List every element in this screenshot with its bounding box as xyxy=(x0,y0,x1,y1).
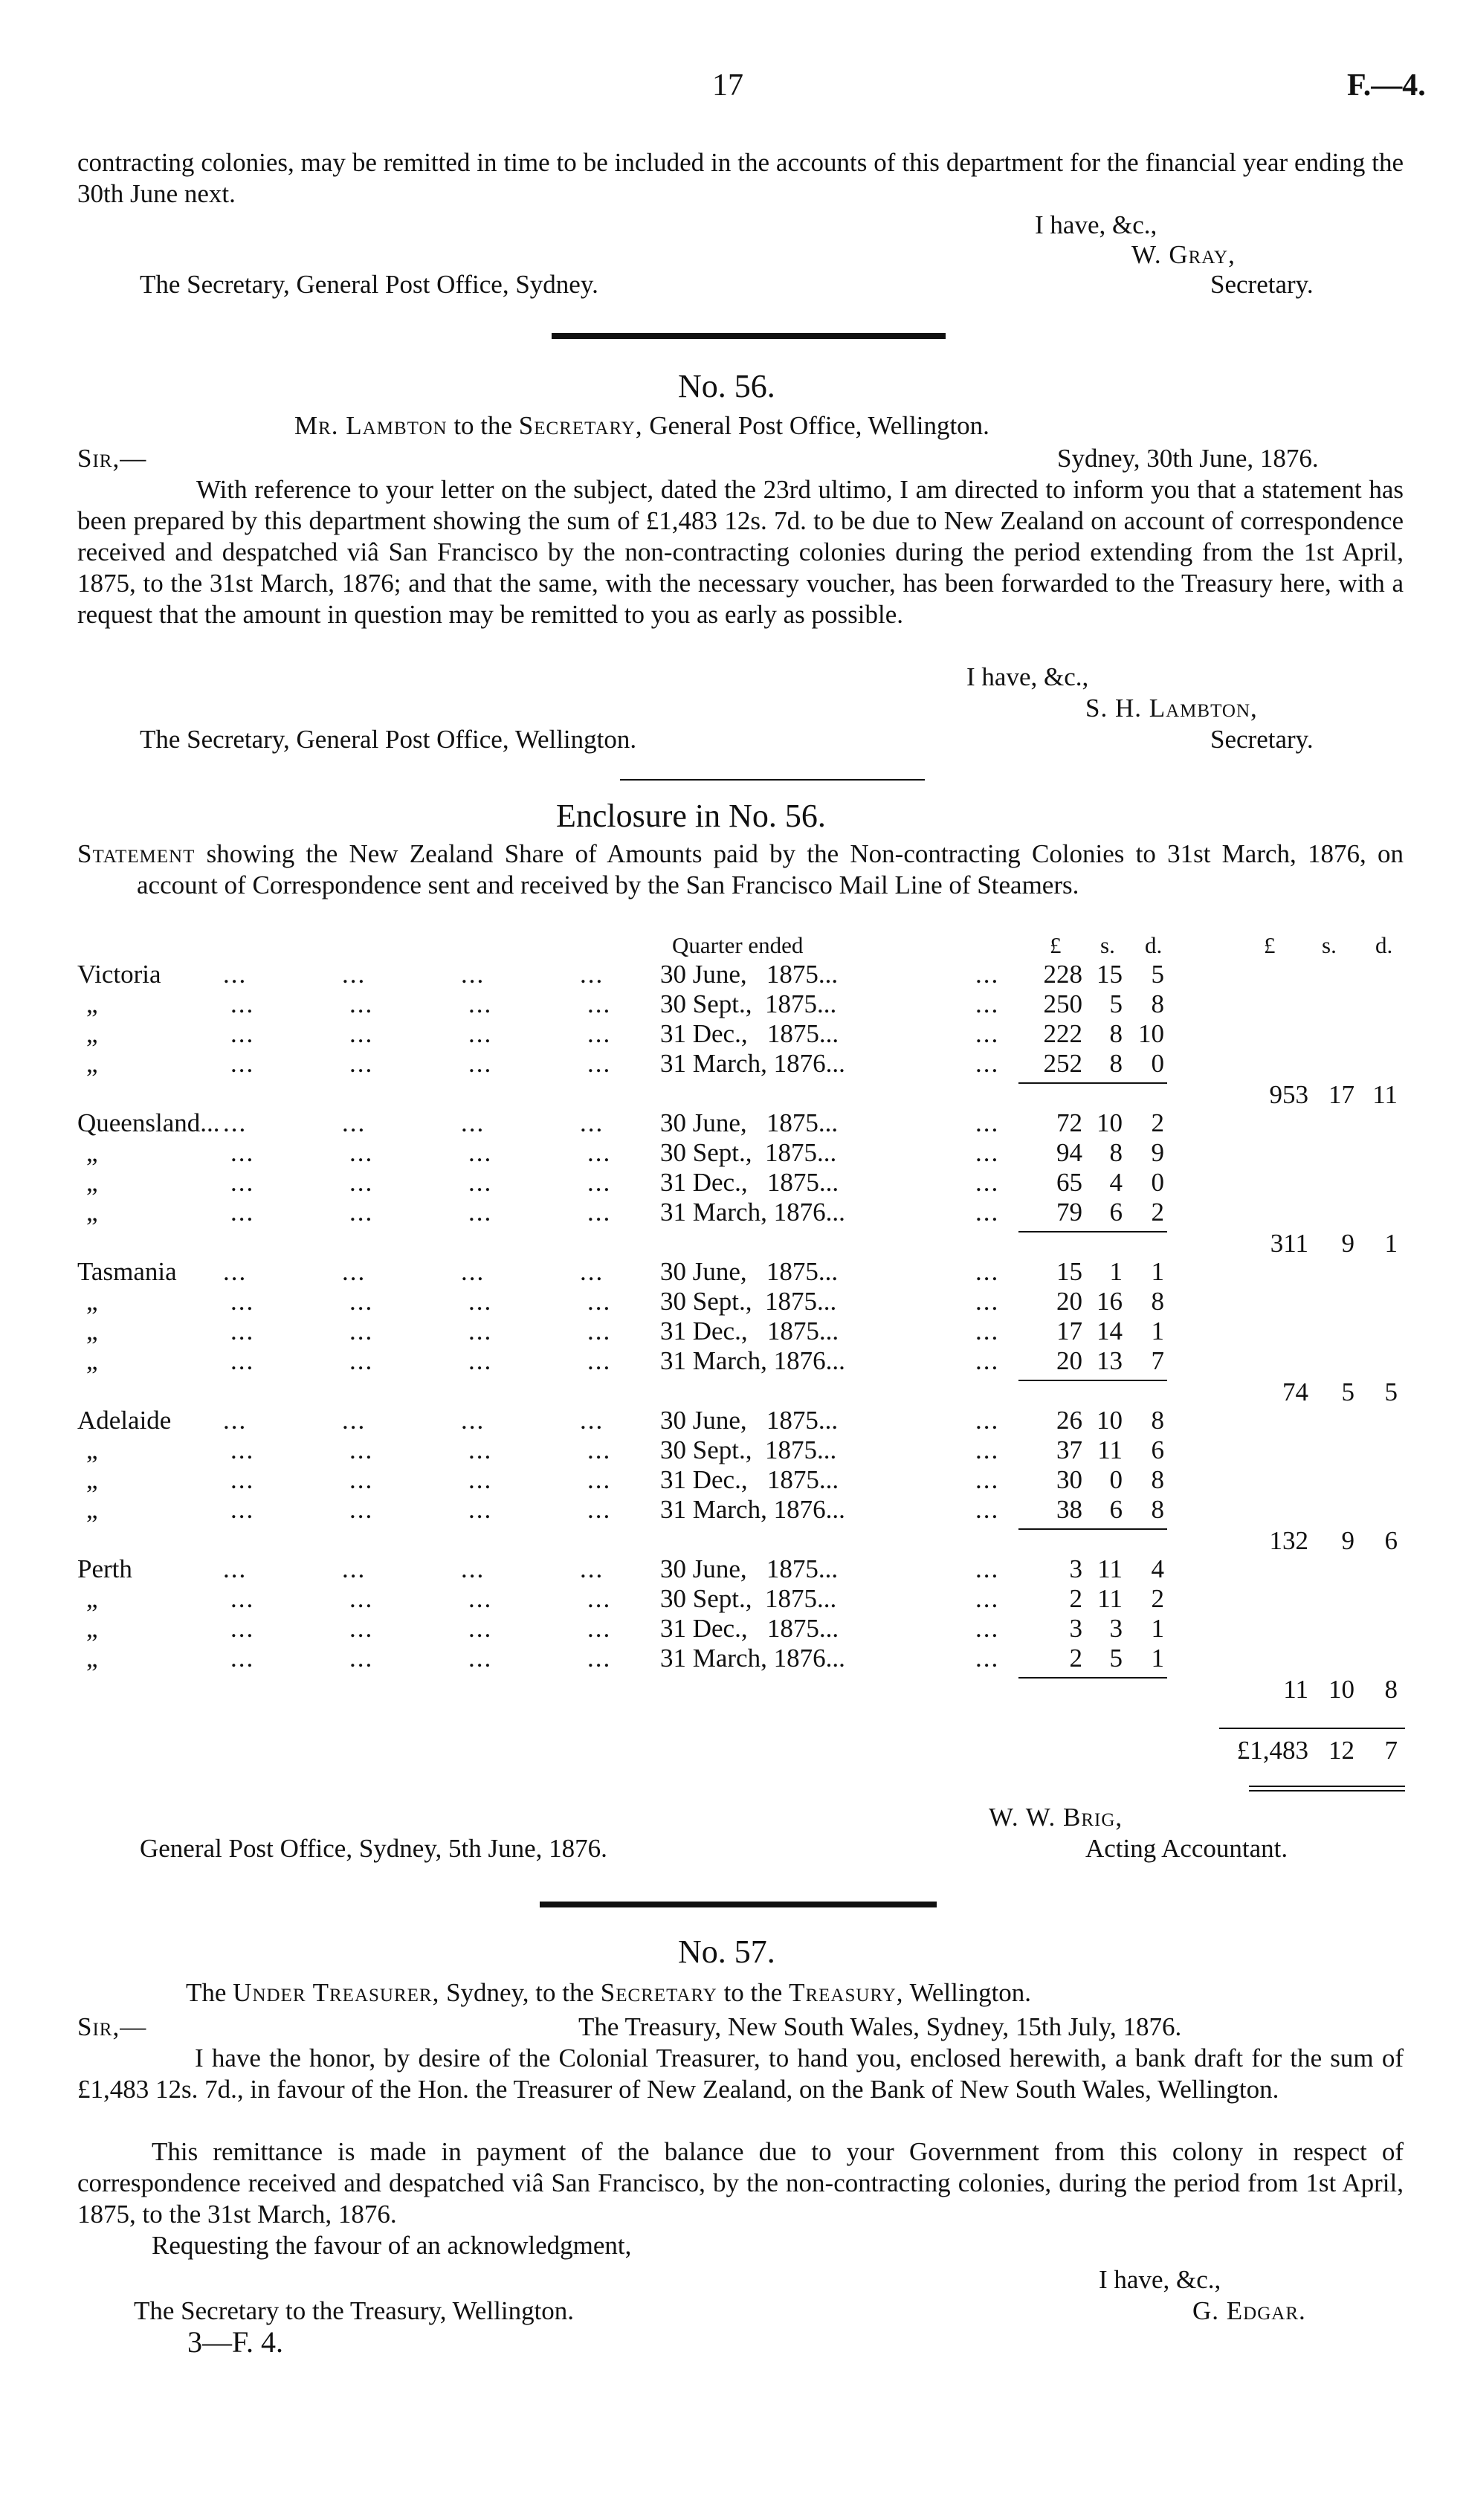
amount-pounds: 252 xyxy=(1043,1049,1082,1078)
amount-shillings: 8 xyxy=(1109,1049,1123,1078)
grand-total-pence: 7 xyxy=(1384,1736,1398,1765)
amount-pence: 8 xyxy=(1151,1465,1164,1494)
subtotal-shillings: 9 xyxy=(1341,1526,1354,1555)
amount-pounds: 2 xyxy=(1069,1644,1082,1673)
col-total-pence-heading: d. xyxy=(1375,932,1393,958)
grand-total-pounds: £1,483 xyxy=(1236,1736,1308,1765)
amount-shillings: 11 xyxy=(1097,1584,1123,1613)
enclosure-signer: W. W. Brig, xyxy=(989,1803,1123,1832)
quarter-label: 31 March, 1876... xyxy=(660,1495,845,1524)
subtotal-rule xyxy=(1018,1231,1167,1232)
dot-leader: ... xyxy=(230,1168,255,1197)
enclosure-signer-title: Acting Accountant. xyxy=(1085,1834,1288,1863)
dot-leader: ... xyxy=(975,1644,1000,1673)
amount-shillings: 13 xyxy=(1097,1346,1123,1375)
letter-56-signer-title: Secretary. xyxy=(1210,725,1314,754)
dot-leader: ... xyxy=(223,1406,248,1435)
amount-shillings: 4 xyxy=(1109,1168,1123,1197)
subtotal-pence: 1 xyxy=(1384,1229,1398,1258)
opening-signer: W. Gray, xyxy=(1131,240,1236,269)
colony-label: „ xyxy=(86,1644,98,1673)
amount-pence: 7 xyxy=(1151,1346,1164,1375)
amount-pounds: 30 xyxy=(1056,1465,1082,1494)
grand-total-rule-bottom xyxy=(1249,1786,1405,1787)
amount-shillings: 14 xyxy=(1097,1316,1123,1345)
dot-leader: ... xyxy=(468,1465,493,1494)
letter-57-subtitle xyxy=(186,1977,1031,2009)
dot-leader: ... xyxy=(975,1495,1000,1524)
page-number: 17 xyxy=(712,68,743,103)
amount-pounds: 38 xyxy=(1056,1495,1082,1524)
dot-leader: ... xyxy=(580,1257,604,1286)
dot-leader: ... xyxy=(975,1584,1000,1613)
amount-pounds: 79 xyxy=(1056,1198,1082,1227)
dot-leader: ... xyxy=(461,1108,485,1137)
dot-leader: ... xyxy=(587,1316,612,1345)
amount-shillings: 11 xyxy=(1097,1554,1123,1583)
dot-leader: ... xyxy=(461,1554,485,1583)
amount-pounds: 222 xyxy=(1043,1019,1082,1048)
dot-leader: ... xyxy=(230,989,255,1018)
dot-leader: ... xyxy=(587,1198,612,1227)
letter-56-dateline: Sydney, 30th June, 1876. xyxy=(1057,444,1319,473)
amount-shillings: 16 xyxy=(1097,1287,1123,1316)
amount-pence: 2 xyxy=(1151,1584,1164,1613)
letter-56-to: Secretary, xyxy=(518,411,643,440)
quarter-label: 31 March, 1876... xyxy=(660,1644,845,1673)
dot-leader: ... xyxy=(587,1019,612,1048)
amount-shillings: 11 xyxy=(1097,1435,1123,1464)
amount-pence: 0 xyxy=(1151,1168,1164,1197)
dot-leader: ... xyxy=(975,1614,1000,1643)
amount-pounds: 3 xyxy=(1069,1614,1082,1643)
colony-label: „ xyxy=(86,1198,98,1227)
colony-label: Victoria xyxy=(77,960,161,989)
subtotal-pence: 11 xyxy=(1372,1080,1398,1109)
letter-56-signer: S. H. Lambton, xyxy=(1085,694,1258,723)
dot-leader: ... xyxy=(580,960,604,989)
section-divider xyxy=(552,333,946,339)
dot-leader: ... xyxy=(975,1346,1000,1375)
dot-leader: ... xyxy=(468,1138,493,1167)
dot-leader: ... xyxy=(468,1049,493,1078)
dot-leader: ... xyxy=(975,1465,1000,1494)
dot-leader: ... xyxy=(975,1406,1000,1435)
dot-leader: ... xyxy=(230,1316,255,1345)
amount-pence: 8 xyxy=(1151,989,1164,1018)
col-pound-heading: £ xyxy=(1050,932,1062,958)
opening-addressee: The Secretary, General Post Office, Sydney. xyxy=(140,270,598,299)
dot-leader: ... xyxy=(223,960,248,989)
col-shilling-heading: s. xyxy=(1100,932,1115,958)
dot-leader: ... xyxy=(468,1168,493,1197)
amount-pence: 8 xyxy=(1151,1406,1164,1435)
colony-label: Adelaide xyxy=(77,1406,172,1435)
letter-57-paragraph-3 xyxy=(77,2230,1404,2261)
dot-leader: ... xyxy=(349,1316,374,1345)
colony-label: Queensland... xyxy=(77,1108,220,1137)
amount-pounds: 2 xyxy=(1069,1584,1082,1613)
dot-leader: ... xyxy=(587,1465,612,1494)
letter-57-paragraph-2 xyxy=(77,2136,1404,2230)
dot-leader: ... xyxy=(349,1287,374,1316)
section-divider-thin xyxy=(620,779,925,781)
quarter-label: 30 Sept., 1875... xyxy=(660,1138,837,1167)
subtotal-shillings: 17 xyxy=(1328,1080,1354,1109)
dot-leader: ... xyxy=(349,1435,374,1464)
dot-leader: ... xyxy=(349,1644,374,1673)
subtotal-rule xyxy=(1018,1380,1167,1381)
letter-56-subtitle xyxy=(294,410,989,442)
dot-leader: ... xyxy=(468,1019,493,1048)
amount-shillings: 6 xyxy=(1109,1198,1123,1227)
dot-leader: ... xyxy=(587,1346,612,1375)
amount-pounds: 17 xyxy=(1056,1316,1082,1345)
amount-shillings: 10 xyxy=(1097,1406,1123,1435)
subtotal-pounds: 132 xyxy=(1269,1526,1308,1555)
letter-57-closing: I have, &c., xyxy=(1099,2265,1221,2294)
subtotal-shillings: 5 xyxy=(1341,1377,1354,1406)
dot-leader: ... xyxy=(587,1168,612,1197)
letter-56-from: Mr. Lambton xyxy=(294,411,448,440)
dot-leader: ... xyxy=(349,989,374,1018)
subtotal-pence: 8 xyxy=(1384,1675,1398,1704)
amount-shillings: 3 xyxy=(1109,1614,1123,1643)
dot-leader: ... xyxy=(230,1198,255,1227)
amount-pounds: 228 xyxy=(1043,960,1082,989)
dot-leader: ... xyxy=(468,1584,493,1613)
colony-label: „ xyxy=(86,1287,98,1316)
dot-leader: ... xyxy=(230,1614,255,1643)
dot-leader: ... xyxy=(461,960,485,989)
dot-leader: ... xyxy=(975,960,1000,989)
enclosure-title: Enclosure in No. 56. xyxy=(556,798,826,834)
dot-leader: ... xyxy=(468,1287,493,1316)
colony-label: Tasmania xyxy=(77,1257,177,1286)
amount-pounds: 3 xyxy=(1069,1554,1082,1583)
dot-leader: ... xyxy=(468,1644,493,1673)
amount-shillings: 1 xyxy=(1109,1257,1123,1286)
dot-leader: ... xyxy=(349,1198,374,1227)
colony-label: „ xyxy=(86,1465,98,1494)
quarter-label: 30 June, 1875... xyxy=(660,1554,839,1583)
amount-pence: 9 xyxy=(1151,1138,1164,1167)
grand-total-rule-top xyxy=(1219,1728,1405,1729)
dot-leader: ... xyxy=(230,1644,255,1673)
footer-reference: 3—F. 4. xyxy=(187,2325,284,2359)
dot-leader: ... xyxy=(975,1198,1000,1227)
dot-leader: ... xyxy=(975,1435,1000,1464)
amount-pence: 1 xyxy=(1151,1614,1164,1643)
dot-leader: ... xyxy=(975,1049,1000,1078)
sheet-reference: F.—4. xyxy=(1347,68,1426,103)
amount-pounds: 65 xyxy=(1056,1168,1082,1197)
letter-57-paragraph-1 xyxy=(77,2043,1404,2105)
dot-leader: ... xyxy=(230,1346,255,1375)
grand-total-shillings: 12 xyxy=(1328,1736,1354,1765)
dot-leader: ... xyxy=(349,1019,374,1048)
quarter-label: 30 Sept., 1875... xyxy=(660,989,837,1018)
quarter-label: 31 Dec., 1875... xyxy=(660,1465,839,1494)
quarter-label: 31 March, 1876... xyxy=(660,1198,845,1227)
dot-leader: ... xyxy=(580,1554,604,1583)
dot-leader: ... xyxy=(223,1554,248,1583)
subtotal-shillings: 9 xyxy=(1341,1229,1354,1258)
quarter-label: 30 June, 1875... xyxy=(660,1257,839,1286)
colony-label: Perth xyxy=(77,1554,132,1583)
dot-leader: ... xyxy=(975,1287,1000,1316)
dot-leader: ... xyxy=(468,1614,493,1643)
dot-leader: ... xyxy=(587,989,612,1018)
amount-pence: 1 xyxy=(1151,1257,1164,1286)
dot-leader: ... xyxy=(587,1644,612,1673)
amount-shillings: 8 xyxy=(1109,1138,1123,1167)
subtotal-shillings: 10 xyxy=(1328,1675,1354,1704)
col-quarter-heading: Quarter ended xyxy=(672,932,804,958)
dot-leader: ... xyxy=(587,1495,612,1524)
amount-shillings: 10 xyxy=(1097,1108,1123,1137)
amount-shillings: 5 xyxy=(1109,989,1123,1018)
dot-leader: ... xyxy=(587,1138,612,1167)
quarter-label: 30 June, 1875... xyxy=(660,1406,839,1435)
colony-label: „ xyxy=(86,1495,98,1524)
letter-57-treasury: Treasury, xyxy=(789,1978,904,2007)
subtotal-pounds: 311 xyxy=(1270,1229,1308,1258)
col-total-pound-heading: £ xyxy=(1264,932,1276,958)
dot-leader: ... xyxy=(342,1108,366,1137)
dot-leader: ... xyxy=(349,1495,374,1524)
letter-56-addressee: The Secretary, General Post Office, Wellington. xyxy=(140,725,637,754)
dot-leader: ... xyxy=(223,1257,248,1286)
amount-pence: 2 xyxy=(1151,1108,1164,1137)
letter-57-addressee: The Secretary to the Treasury, Wellington. xyxy=(134,2296,575,2325)
letter-56-mid: to the xyxy=(453,411,513,440)
colony-label: „ xyxy=(86,1019,98,1048)
dot-leader: ... xyxy=(230,1019,255,1048)
dot-leader: ... xyxy=(349,1168,374,1197)
letter-57-sub-d: Wellington. xyxy=(909,1978,1032,2007)
subtotal-rule xyxy=(1018,1528,1167,1530)
dot-leader: ... xyxy=(587,1287,612,1316)
amount-pounds: 26 xyxy=(1056,1406,1082,1435)
dot-leader: ... xyxy=(975,1257,1000,1286)
dot-leader: ... xyxy=(975,1316,1000,1345)
dot-leader: ... xyxy=(975,1168,1000,1197)
amount-pence: 1 xyxy=(1151,1316,1164,1345)
colony-label: „ xyxy=(86,1614,98,1643)
enclosure-caption-lead: Statement xyxy=(77,839,196,868)
dot-leader: ... xyxy=(587,1049,612,1078)
amount-pounds: 20 xyxy=(1056,1346,1082,1375)
quarter-label: 30 Sept., 1875... xyxy=(660,1287,837,1316)
colony-label: „ xyxy=(86,1049,98,1078)
amount-shillings: 6 xyxy=(1109,1495,1123,1524)
dot-leader: ... xyxy=(342,1406,366,1435)
dot-leader: ... xyxy=(468,1435,493,1464)
dot-leader: ... xyxy=(223,1108,248,1137)
quarter-label: 31 March, 1876... xyxy=(660,1049,845,1078)
dot-leader: ... xyxy=(461,1257,485,1286)
amount-shillings: 0 xyxy=(1109,1465,1123,1494)
letter-57-signer: G. Edgar. xyxy=(1192,2296,1306,2325)
subtotal-pounds: 74 xyxy=(1282,1377,1308,1406)
dot-leader: ... xyxy=(349,1465,374,1494)
section-divider-2 xyxy=(540,1902,937,1907)
amount-pence: 8 xyxy=(1151,1495,1164,1524)
dot-leader: ... xyxy=(468,1316,493,1345)
dot-leader: ... xyxy=(587,1614,612,1643)
letter-57-sub-a: The xyxy=(186,1978,227,2007)
dot-leader: ... xyxy=(587,1435,612,1464)
dot-leader: ... xyxy=(230,1495,255,1524)
letter-57-sub-b: Sydney, to the xyxy=(446,1978,595,2007)
letter-57-para-1-text: I have the honor, by desire of the Colonial Treasurer, to hand you, enclosed herewith, a bank draft for the sum of £1,483 12s. 7d., in favour of the Hon. the Treasurer of New Zealand, on the Bank of New South Wales, Wellington. xyxy=(77,2044,1404,2104)
quarter-label: 30 Sept., 1875... xyxy=(660,1584,837,1613)
amount-pounds: 72 xyxy=(1056,1108,1082,1137)
letter-57-dateline: The Treasury, New South Wales, Sydney, 15th July, 1876. xyxy=(578,2012,1182,2041)
dot-leader: ... xyxy=(349,1584,374,1613)
colony-label: „ xyxy=(86,1346,98,1375)
dot-leader: ... xyxy=(230,1049,255,1078)
subtotal-pence: 5 xyxy=(1384,1377,1398,1406)
col-pence-heading: d. xyxy=(1145,932,1163,958)
colony-label: „ xyxy=(86,1316,98,1345)
letter-56-body xyxy=(77,474,1404,630)
colony-label: „ xyxy=(86,1584,98,1613)
amount-pounds: 94 xyxy=(1056,1138,1082,1167)
enclosure-dateline: General Post Office, Sydney, 5th June, 1876. xyxy=(140,1834,607,1863)
dot-leader: ... xyxy=(349,1138,374,1167)
amount-pence: 8 xyxy=(1151,1287,1164,1316)
dot-leader: ... xyxy=(461,1406,485,1435)
dot-leader: ... xyxy=(468,1198,493,1227)
dot-leader: ... xyxy=(580,1406,604,1435)
quarter-label: 30 June, 1875... xyxy=(660,960,839,989)
letter-57-para-2-text: This remittance is made in payment of the balance due to your Government from this colony in respect of correspondence received and despatched viâ San Francisco, by the non-contracting colonies, during the period from 1st April, 1875, to the 31st March, 1876. xyxy=(77,2137,1404,2229)
amount-shillings: 8 xyxy=(1109,1019,1123,1048)
letter-57-number: No. 57. xyxy=(678,1933,775,1970)
letter-56-number: No. 56. xyxy=(678,368,775,404)
dot-leader: ... xyxy=(342,1554,366,1583)
dot-leader: ... xyxy=(349,1049,374,1078)
dot-leader: ... xyxy=(230,1465,255,1494)
dot-leader: ... xyxy=(587,1584,612,1613)
dot-leader: ... xyxy=(349,1346,374,1375)
letter-56-closing: I have, &c., xyxy=(966,662,1089,691)
letter-57-salutation: Sir,— xyxy=(77,2012,147,2041)
subtotal-pounds: 11 xyxy=(1283,1675,1308,1704)
dot-leader: ... xyxy=(468,989,493,1018)
quarter-label: 31 Dec., 1875... xyxy=(660,1168,839,1197)
grand-total-rule-bottom-2 xyxy=(1249,1790,1405,1792)
dot-leader: ... xyxy=(230,1584,255,1613)
enclosure-caption-text: showing the New Zealand Share of Amounts paid by the Non-contracting Colonies to 31st March, 1876, on account of Correspondence sent and received by the San Francisco Mail Line of Steamers. xyxy=(137,839,1404,899)
dot-leader: ... xyxy=(975,1138,1000,1167)
dot-leader: ... xyxy=(342,960,366,989)
dot-leader: ... xyxy=(975,989,1000,1018)
amount-pounds: 37 xyxy=(1056,1435,1082,1464)
letter-57-para-3-text: Requesting the favour of an acknowledgment, xyxy=(152,2231,632,2260)
letter-57-to: Secretary xyxy=(600,1978,717,2007)
letter-57-from: Under Treasurer, xyxy=(233,1978,440,2007)
dot-leader: ... xyxy=(468,1495,493,1524)
amount-pence: 2 xyxy=(1151,1198,1164,1227)
colony-label: „ xyxy=(86,989,98,1018)
amount-pence: 6 xyxy=(1151,1435,1164,1464)
subtotal-rule xyxy=(1018,1677,1167,1679)
amount-pence: 10 xyxy=(1138,1019,1164,1048)
quarter-label: 31 Dec., 1875... xyxy=(660,1614,839,1643)
subtotal-pounds: 953 xyxy=(1269,1080,1308,1109)
dot-leader: ... xyxy=(975,1019,1000,1048)
dot-leader: ... xyxy=(230,1138,255,1167)
subtotal-pence: 6 xyxy=(1384,1526,1398,1555)
amount-pence: 5 xyxy=(1151,960,1164,989)
colony-label: „ xyxy=(86,1435,98,1464)
amount-pounds: 20 xyxy=(1056,1287,1082,1316)
dot-leader: ... xyxy=(230,1287,255,1316)
amount-shillings: 15 xyxy=(1097,960,1123,989)
letter-56-rest: General Post Office, Wellington. xyxy=(649,411,989,440)
dot-leader: ... xyxy=(975,1554,1000,1583)
quarter-label: 31 Dec., 1875... xyxy=(660,1019,839,1048)
dot-leader: ... xyxy=(230,1435,255,1464)
enclosure-caption xyxy=(77,839,1404,901)
colony-label: „ xyxy=(86,1168,98,1197)
amount-pence: 1 xyxy=(1151,1644,1164,1673)
amount-shillings: 5 xyxy=(1109,1644,1123,1673)
dot-leader: ... xyxy=(580,1108,604,1137)
letter-56-salutation: Sir,— xyxy=(77,444,147,473)
opening-closing: I have, &c., xyxy=(1035,210,1157,239)
opening-paragraph: contracting colonies, may be remitted in time to be included in the accounts of this department for the financial year ending the 30th June next. xyxy=(77,148,1404,208)
dot-leader: ... xyxy=(975,1108,1000,1137)
quarter-label: 31 March, 1876... xyxy=(660,1346,845,1375)
subtotal-rule xyxy=(1018,1082,1167,1084)
letter-57-sub-c: to the xyxy=(723,1978,783,2007)
amount-pence: 4 xyxy=(1151,1554,1164,1583)
colony-label: „ xyxy=(86,1138,98,1167)
amount-pounds: 250 xyxy=(1043,989,1082,1018)
amount-pounds: 15 xyxy=(1056,1257,1082,1286)
quarter-label: 30 Sept., 1875... xyxy=(660,1435,837,1464)
col-total-shilling-heading: s. xyxy=(1322,932,1337,958)
opening-signer-title: Secretary. xyxy=(1210,270,1314,299)
quarter-label: 31 Dec., 1875... xyxy=(660,1316,839,1345)
letter-56-body-text: With reference to your letter on the subject, dated the 23rd ultimo, I am directed to inform you that a statement has been prepared by this department showing the sum of £1,483 12s. 7d. to be due to New Zealand on account of correspondence received and despatched viâ San Francisco by the non-contracting colonies during the period extending from the 1st April, 1875, to the 31st March, 1876; and that the same, with the necessary voucher, has been forwarded to the Treasury here, with a request that the amount in question may be remitted to you as early as possible. xyxy=(77,475,1404,629)
dot-leader: ... xyxy=(468,1346,493,1375)
quarter-label: 30 June, 1875... xyxy=(660,1108,839,1137)
dot-leader: ... xyxy=(342,1257,366,1286)
amount-pence: 0 xyxy=(1151,1049,1164,1078)
dot-leader: ... xyxy=(349,1614,374,1643)
